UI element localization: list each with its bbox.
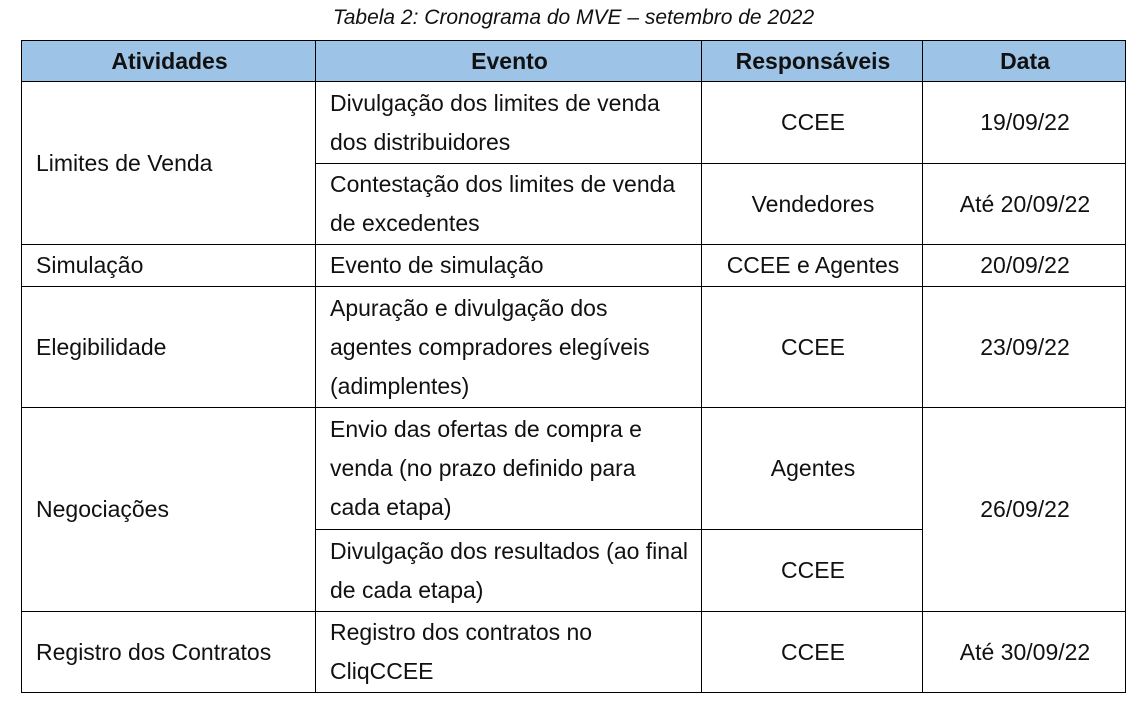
header-responsaveis: Responsáveis [702, 41, 923, 82]
cell-data: 26/09/22 [923, 408, 1126, 612]
cell-responsaveis: Vendedores [702, 164, 923, 245]
cell-responsaveis: CCEE e Agentes [702, 245, 923, 287]
cell-evento: Contestação dos limites de venda de excedentes [316, 164, 702, 245]
cell-atividade: Elegibilidade [22, 287, 316, 408]
cell-atividade: Simulação [22, 245, 316, 287]
cell-responsaveis: CCEE [702, 82, 923, 164]
cell-data: 20/09/22 [923, 245, 1126, 287]
cell-evento: Divulgação dos limites de venda dos distribuidores [316, 82, 702, 164]
table-caption: Tabela 2: Cronograma do MVE – setembro de 2022 [332, 6, 815, 29]
cell-responsaveis: Agentes [702, 408, 923, 530]
cell-atividade: Negociações [22, 408, 316, 612]
cell-evento: Registro dos contratos no CliqCCEE [316, 612, 702, 693]
cell-responsaveis: CCEE [702, 530, 923, 612]
header-evento: Evento [316, 41, 702, 82]
cell-evento: Divulgação dos resultados (ao final de cada etapa) [316, 530, 702, 612]
table-row [22, 245, 1126, 287]
cell-data: Até 30/09/22 [923, 612, 1126, 693]
header-data: Data [923, 41, 1126, 82]
cell-atividade: Limites de Venda [22, 82, 316, 245]
cell-evento: Envio das ofertas de compra e venda (no prazo definido para cada etapa) [316, 408, 702, 530]
cell-data: 23/09/22 [923, 287, 1126, 408]
cell-atividade: Registro dos Contratos [22, 612, 316, 693]
table-row [22, 408, 1126, 530]
table-row [22, 287, 1126, 408]
cell-data: Até 20/09/22 [923, 164, 1126, 245]
header-atividades: Atividades [22, 41, 316, 82]
table-row [22, 82, 1126, 164]
cell-evento: Apuração e divulgação dos agentes compradores elegíveis (adimplentes) [316, 287, 702, 408]
header-row [22, 41, 1126, 82]
cell-evento: Evento de simulação [316, 245, 702, 287]
schedule-table [21, 40, 1126, 693]
table-row [22, 612, 1126, 693]
cell-responsaveis: CCEE [702, 612, 923, 693]
cell-data: 19/09/22 [923, 82, 1126, 164]
cell-responsaveis: CCEE [702, 287, 923, 408]
